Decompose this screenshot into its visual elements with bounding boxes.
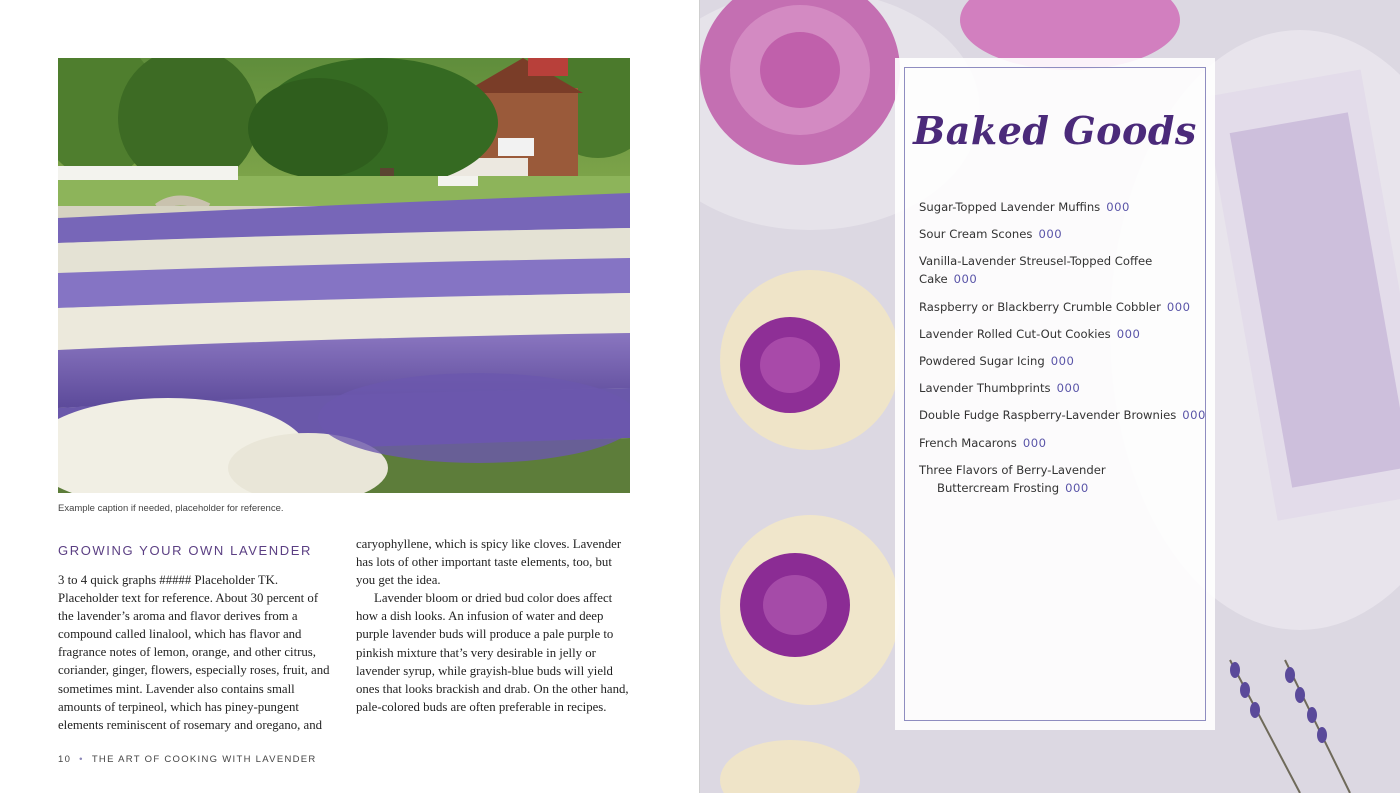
- recipe-title: Vanilla-Lavender Streusel-Topped Coffee Cake: [919, 254, 1153, 287]
- recipe-title-continued: Buttercream Frosting: [937, 480, 1060, 495]
- recipe-entry[interactable]: [919, 461, 1209, 497]
- recipe-entry[interactable]: [919, 298, 1209, 316]
- contents-panel: [895, 58, 1215, 730]
- recipe-title: Three Flavors of Berry-Lavender: [919, 462, 1106, 477]
- page-folio: [58, 754, 317, 765]
- body-paragraph: Lavender bloom or dried bud color does affect how a dish looks. An infusion of water and deep purple lavender buds will produce a pale purple to pinkish mixture that’s very desirable in jelly or lavender syrup, while grayish-blue buds will yield ones that looks brackish and drab. On the other hand, pale-colored buds are often preferable in recipes.: [356, 591, 629, 714]
- recipe-page: 000: [1022, 435, 1047, 450]
- recipe-page: 000: [1182, 408, 1206, 423]
- right-page: [700, 0, 1400, 793]
- recipe-title: Sour Cream Scones: [919, 227, 1033, 242]
- recipe-entry[interactable]: [919, 325, 1209, 343]
- page-number: 10: [58, 754, 72, 765]
- recipe-entry[interactable]: [919, 198, 1209, 216]
- chapter-title: Baked Goods: [913, 108, 1197, 153]
- recipe-entry[interactable]: [919, 379, 1209, 397]
- recipe-entry[interactable]: [919, 434, 1209, 452]
- recipe-title: French Macarons: [919, 435, 1017, 450]
- body-paragraph: 3 to 4 quick graphs ##### Placeholder TK. Placeholder text for reference. About 30 percent of the lavender’s aroma and flavor derives from a compound called linalool, which has flavor and fragrance notes of lemon, orange, and other citrus, coriander, ginger, flowers, especially roses, fruit, and sometimes mint. Lavender also contains small amounts of terpineol, which has piney-pungent elements reminiscent of rosemary and oregano, and: [58, 573, 330, 732]
- section-heading: GROWING YOUR OWN LAVENDER: [58, 543, 313, 558]
- recipe-page: 000: [1056, 381, 1081, 396]
- lavender-field-photo: [58, 58, 630, 493]
- recipe-entry[interactable]: [919, 406, 1209, 424]
- recipe-title: Powdered Sugar Icing: [919, 353, 1045, 368]
- recipe-title: Double Fudge Raspberry-Lavender Brownies: [919, 408, 1177, 423]
- recipe-page: 000: [1116, 326, 1141, 341]
- photo-caption: Example caption if needed, placeholder for reference.: [58, 503, 284, 514]
- recipe-entry[interactable]: [919, 252, 1209, 288]
- body-paragraph: caryophyllene, which is spicy like cloves. Lavender has lots of other important taste elements, too, but you get the idea.: [356, 537, 622, 588]
- recipe-entry[interactable]: [919, 352, 1209, 370]
- recipe-page: 000: [1038, 227, 1063, 242]
- recipe-page: 000: [953, 272, 978, 287]
- recipe-title: Lavender Thumbprints: [919, 381, 1051, 396]
- recipe-entry[interactable]: [919, 225, 1209, 243]
- recipe-list: [919, 198, 1209, 506]
- running-title: THE ART OF COOKING WITH LAVENDER: [91, 754, 317, 765]
- recipe-page: 000: [1065, 480, 1089, 495]
- recipe-page: 000: [1106, 200, 1130, 214]
- recipe-title: Sugar-Topped Lavender Muffins: [919, 200, 1101, 214]
- recipe-title-line2: [919, 479, 1209, 497]
- body-column-1: [58, 571, 336, 734]
- body-column-2: [356, 535, 634, 716]
- recipe-page: 000: [1166, 299, 1191, 314]
- recipe-page: 000: [1050, 353, 1075, 368]
- folio-separator: •: [79, 754, 84, 765]
- recipe-title: Lavender Rolled Cut-Out Cookies: [919, 326, 1111, 341]
- recipe-title: Raspberry or Blackberry Crumble Cobbler: [919, 299, 1161, 314]
